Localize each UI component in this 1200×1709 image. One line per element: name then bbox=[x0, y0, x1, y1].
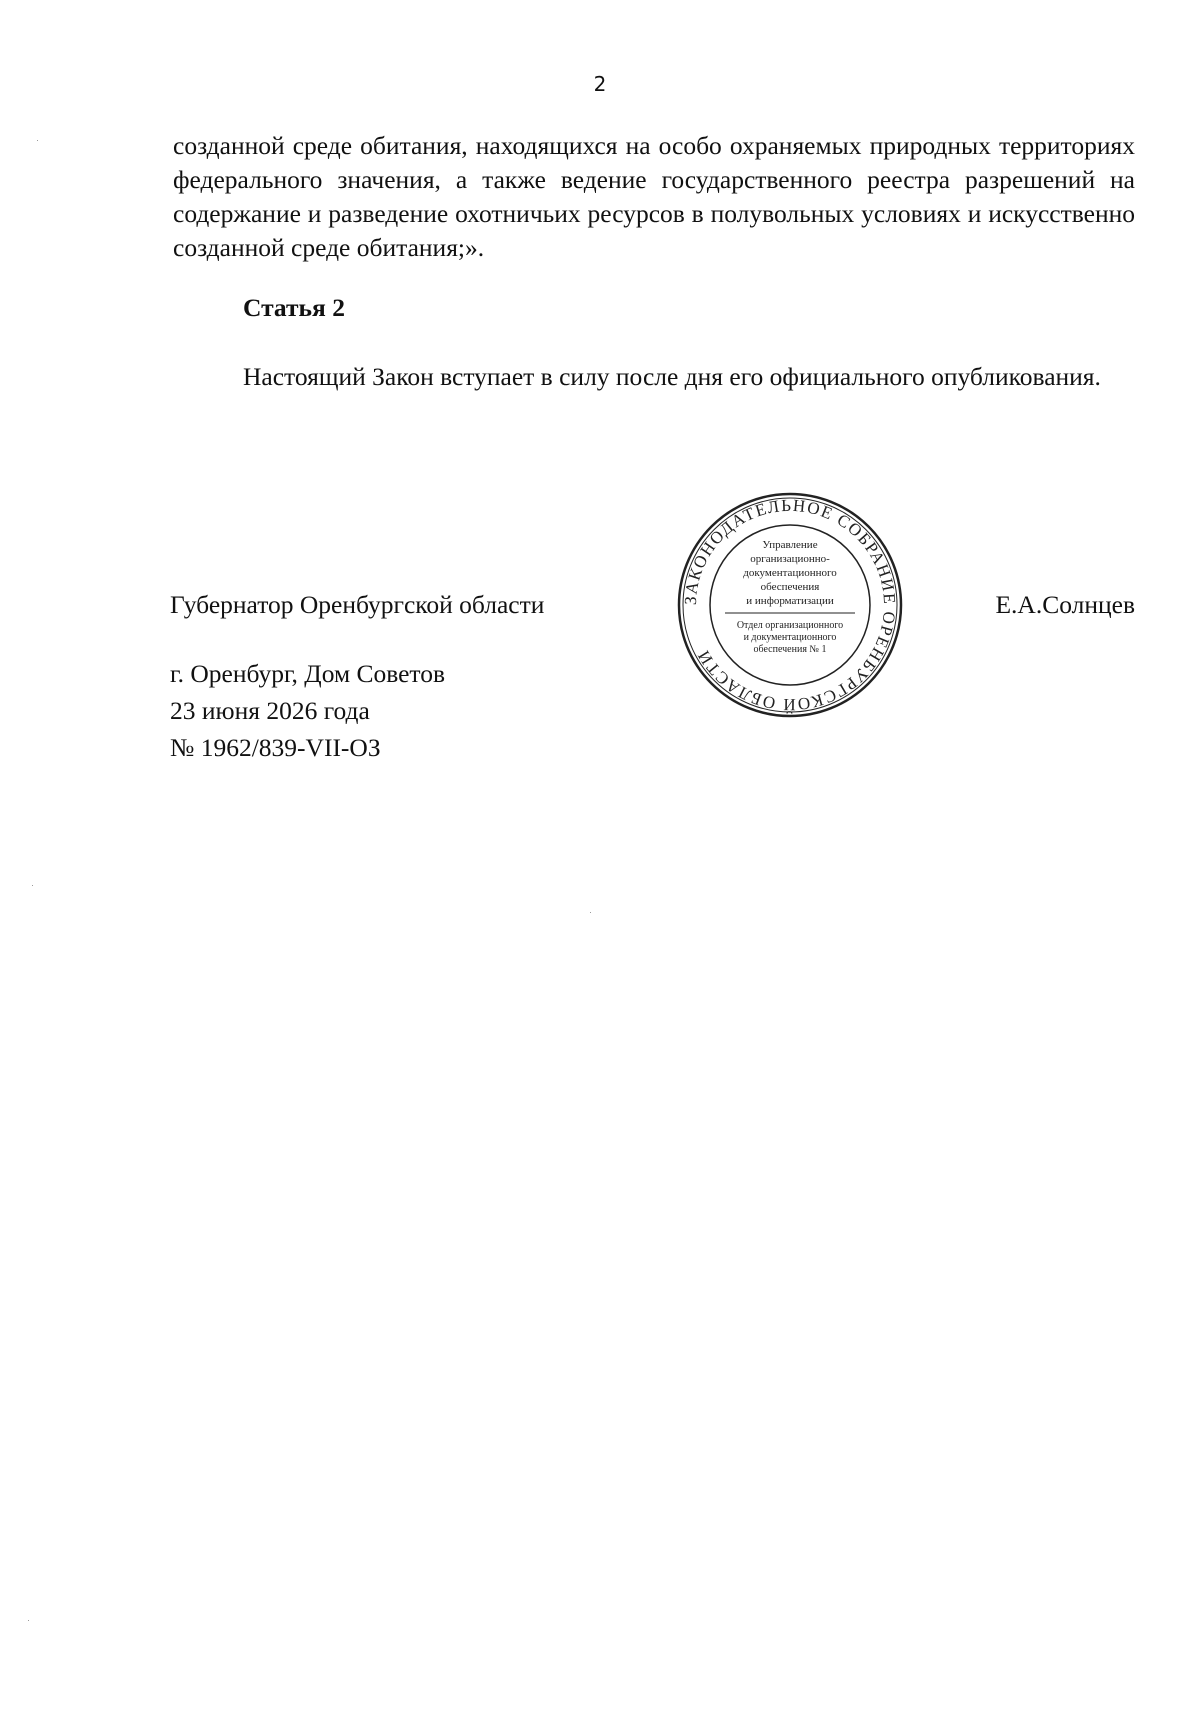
issue-place: г. Оренбург, Дом Советов bbox=[170, 659, 446, 688]
seal-line: организационно- bbox=[750, 553, 830, 565]
signatory-name: Е.А.Солнцев bbox=[995, 590, 1135, 619]
scan-artifact bbox=[28, 1620, 29, 1621]
scan-artifact bbox=[37, 140, 38, 141]
issue-details bbox=[170, 655, 445, 766]
seal-line: и информатизации bbox=[746, 595, 834, 607]
official-seal bbox=[675, 490, 905, 720]
article-heading: Статья 2 bbox=[243, 293, 345, 322]
scan-artifact bbox=[590, 912, 591, 913]
seal-line: обеспечения № 1 bbox=[753, 644, 827, 655]
seal-line: Управление bbox=[762, 539, 818, 551]
law-number: № 1962/839-VII-ОЗ bbox=[170, 733, 381, 762]
scan-artifact bbox=[32, 885, 33, 886]
signatory-title: Губернатор Оренбургской области bbox=[170, 590, 545, 619]
seal-line: Отдел организационного bbox=[736, 620, 844, 631]
paragraph-effective-date: Настоящий Закон вступает в силу после дня его официального опубликования. bbox=[243, 362, 1101, 391]
page-number: 2 bbox=[593, 72, 607, 96]
seal-inner-text bbox=[743, 539, 837, 607]
seal-dept-text bbox=[737, 620, 843, 655]
seal-line: обеспечения bbox=[760, 581, 820, 593]
seal-ring-text: ЗАКОНОДАТЕЛЬНОЕ СОБРАНИЕ ОРЕНБУРГСКОЙ ОБЛАСТИ bbox=[680, 495, 900, 715]
seal-line: и документационного bbox=[743, 632, 837, 643]
issue-date: 23 июня 2026 года bbox=[170, 696, 370, 725]
seal-line: документационного bbox=[743, 567, 837, 579]
paragraph-continuation: созданной среде обитания, находящихся на особо охраняемых природных территориях федерального значения, а также ведение государственного реестра разрешений на содержание и разведение охотничьих ресурсов в полувольных условиях и искусственно созданной среде обитания;». bbox=[173, 131, 1135, 262]
